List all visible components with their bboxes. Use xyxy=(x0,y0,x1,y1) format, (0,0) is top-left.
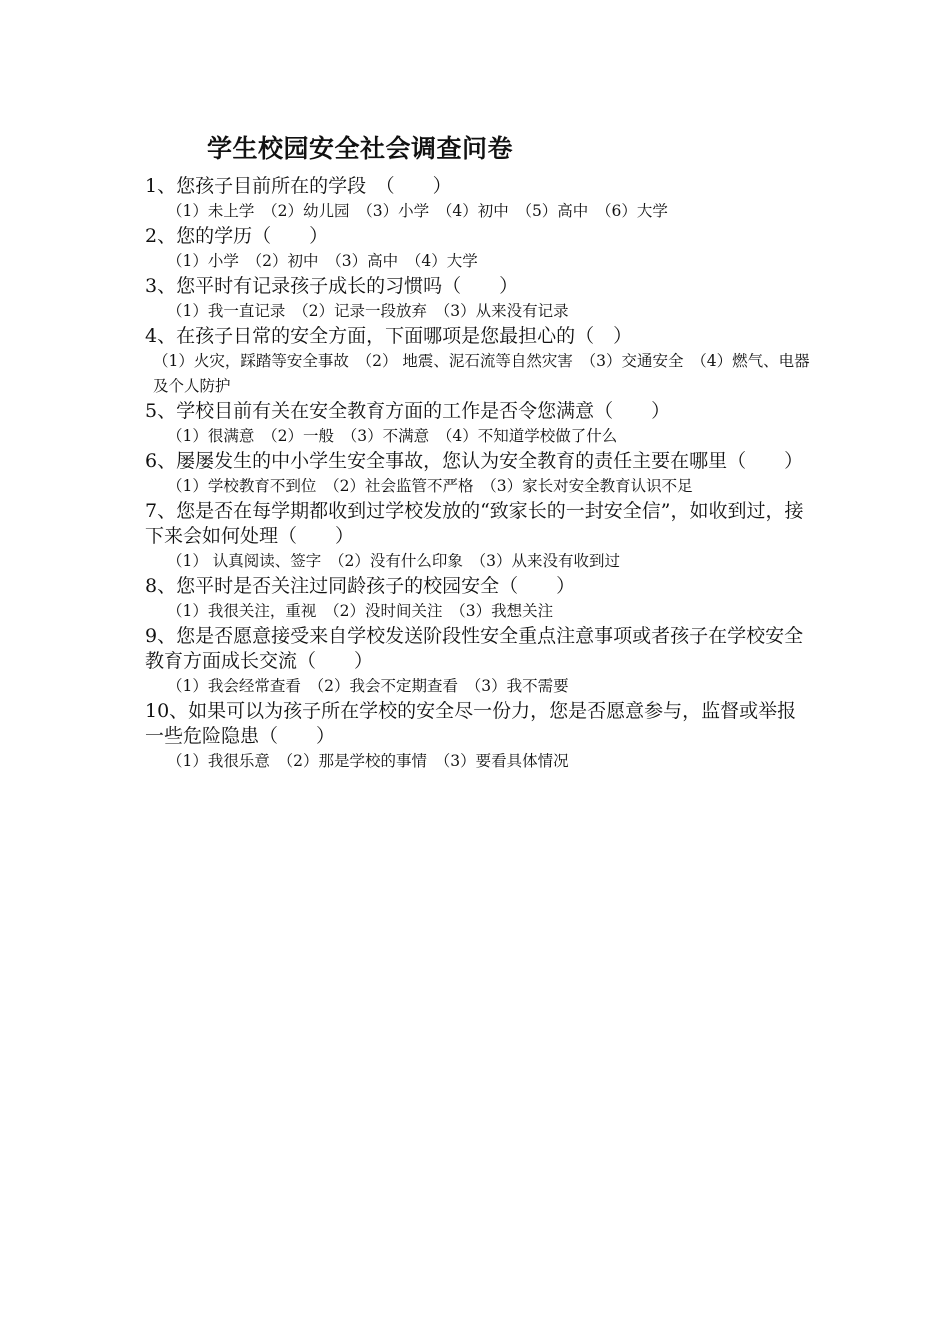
question-options: （1）小学 （2）初中 （3）高中 （4）大学 xyxy=(167,252,478,270)
question-options: （1）我很关注，重视 （2）没时间关注 （3）我想关注 xyxy=(167,602,554,620)
question-text: 2、您的学历（ ） xyxy=(145,225,329,247)
question-text: 4、在孩子日常的安全方面，下面哪项是您最担心的（ ） xyxy=(145,325,633,347)
question-text: 5、学校目前有关在安全教育方面的工作是否令您满意（ ） xyxy=(145,400,671,422)
questionnaire-page xyxy=(145,130,810,774)
question-2 xyxy=(145,224,810,274)
question-8 xyxy=(145,574,810,624)
question-6 xyxy=(145,449,810,499)
question-options: （1）火灾，踩踏等安全事故 （2） 地震、泥石流等自然灾害 （3）交通安全 （4）燃气、电器及个人防护 xyxy=(153,352,810,395)
question-5 xyxy=(145,399,810,449)
question-options: （1）我一直记录 （2）记录一段放弃 （3）从来没有记录 xyxy=(167,302,569,320)
question-text: 8、您平时是否关注过同龄孩子的校园安全（ ） xyxy=(145,575,576,597)
question-text: 3、您平时有记录孩子成长的习惯吗（ ） xyxy=(145,275,519,297)
question-10 xyxy=(145,699,810,774)
question-9 xyxy=(145,624,810,699)
question-text: 10、如果可以为孩子所在学校的安全尽一份力，您是否愿意参与，监督或举报一些危险隐患（ ） xyxy=(145,700,797,747)
question-text: 7、您是否在每学期都收到过学校发放的“致家长的一封安全信”，如收到过，接下来会如何处理（ ） xyxy=(145,500,804,547)
question-options: （1）学校教育不到位 （2）社会监管不严格 （3）家长对安全教育认识不足 xyxy=(167,477,693,495)
question-4 xyxy=(145,324,810,399)
question-options: （1）我很乐意 （2）那是学校的事情 （3）要看具体情况 xyxy=(167,752,569,770)
question-3 xyxy=(145,274,810,324)
question-text: 1、您孩子目前所在的学段 （ ） xyxy=(145,175,452,197)
question-1 xyxy=(145,174,810,224)
question-options: （1）未上学 （2）幼儿园 （3）小学 （4）初中 （5）高中 （6）大学 xyxy=(167,202,668,220)
question-options: （1） 认真阅读、签字 （2）没有什么印象 （3）从来没有收到过 xyxy=(167,552,621,570)
question-text: 6、屡屡发生的中小学生安全事故，您认为安全教育的责任主要在哪里（ ） xyxy=(145,450,804,472)
question-options: （1）我会经常查看 （2）我会不定期查看 （3）我不需要 xyxy=(167,677,569,695)
page-title: 学生校园安全社会调查问卷 xyxy=(207,134,514,163)
question-text: 9、您是否愿意接受来自学校发送阶段性安全重点注意事项或者孩子在学校安全教育方面成长交流（ ） xyxy=(145,625,804,672)
question-7 xyxy=(145,499,810,574)
question-options: （1）很满意 （2）一般 （3）不满意 （4）不知道学校做了什么 xyxy=(167,427,618,445)
